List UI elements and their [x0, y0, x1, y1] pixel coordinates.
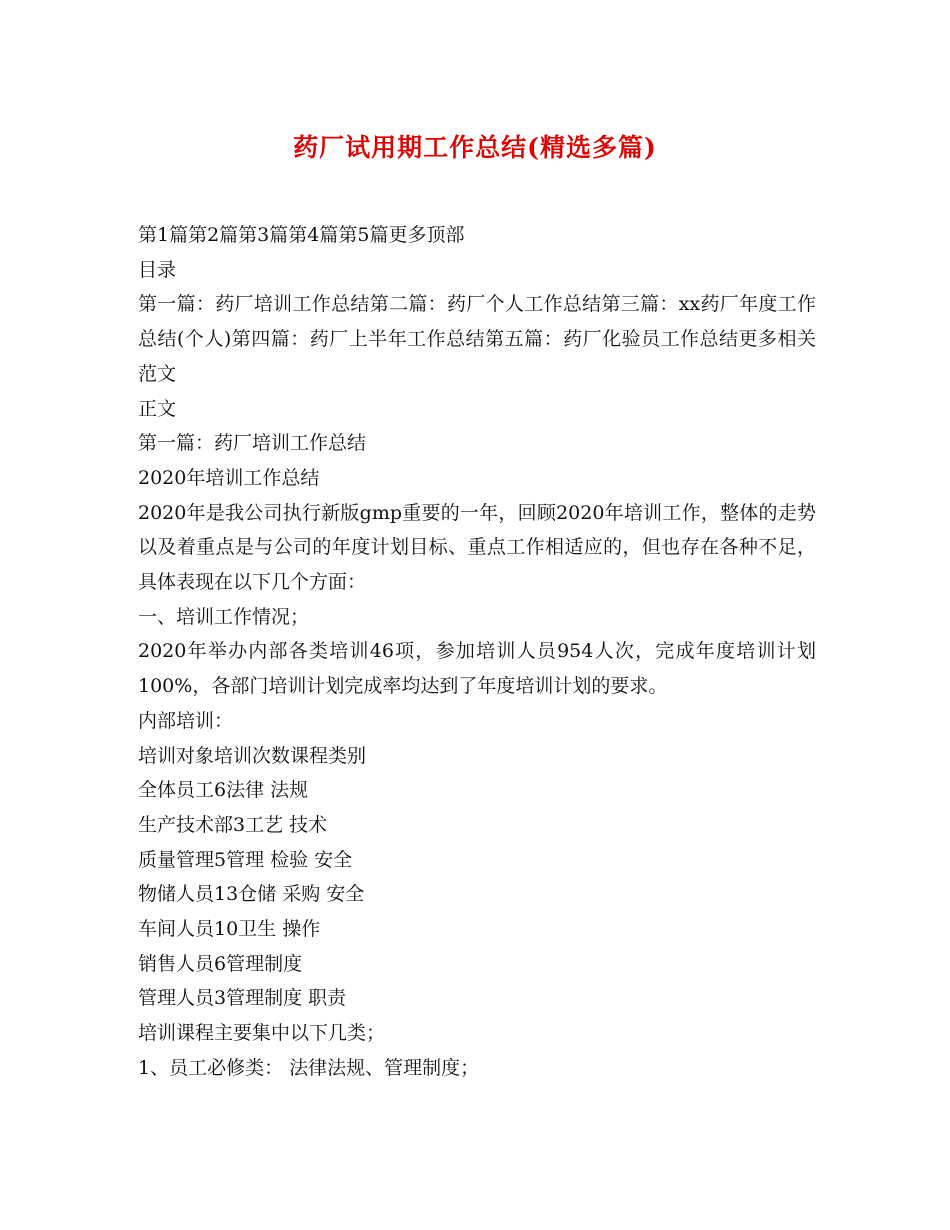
internal-training-label: 内部培训：	[138, 709, 234, 732]
paragraph-training-stats: 2020年举办内部各类培训46项，参加培训人员954人次，完成年度培训计划100%，各部门培训计划完成率均达到了年度培训计划的要求。	[138, 640, 816, 698]
course-category-intro: 培训课程主要集中以下几类；	[138, 1022, 386, 1045]
body-heading: 正文	[138, 397, 177, 420]
document-title: 药厂试用期工作总结(精选多篇)	[293, 133, 657, 162]
training-row: 生产技术部3工艺 技术	[138, 813, 328, 836]
subtitle: 2020年培训工作总结	[138, 466, 320, 489]
training-row: 全体员工6法律 法规	[138, 779, 309, 802]
training-row: 管理人员3管理制度 职责	[138, 987, 347, 1010]
section-nav-links: 第1篇第2篇第3篇第4篇第5篇更多顶部	[138, 224, 465, 246]
training-row: 质量管理5管理 检验 安全	[138, 848, 353, 871]
paragraph-intro: 2020年是我公司执行新版gmp重要的一年，回顾2020年培训工作，整体的走势以及着重点是与公司的年度计划目标、重点工作相适应的，但也存在各种不足，具体表现在以下几个方面：	[138, 501, 816, 594]
training-row: 车间人员10卫生 操作	[138, 918, 321, 941]
training-row: 销售人员6管理制度	[138, 952, 303, 975]
toc-list: 第一篇：药厂培训工作总结第二篇：药厂个人工作总结第三篇：xx药厂年度工作总结(个人)第四篇：药厂上半年工作总结第五篇：药厂化验员工作总结更多相关范文	[138, 293, 816, 385]
course-category-item: 1、员工必修类： 法律法规、管理制度；	[138, 1056, 480, 1079]
section-heading: 一、培训工作情况；	[138, 605, 310, 628]
training-table-header: 培训对象培训次数课程类别	[138, 744, 367, 767]
document-body	[138, 218, 816, 1086]
chapter-heading: 第一篇：药厂培训工作总结	[138, 432, 367, 455]
toc-heading: 目录	[138, 258, 177, 281]
training-row: 物储人员13仓储 采购 安全	[138, 883, 365, 906]
